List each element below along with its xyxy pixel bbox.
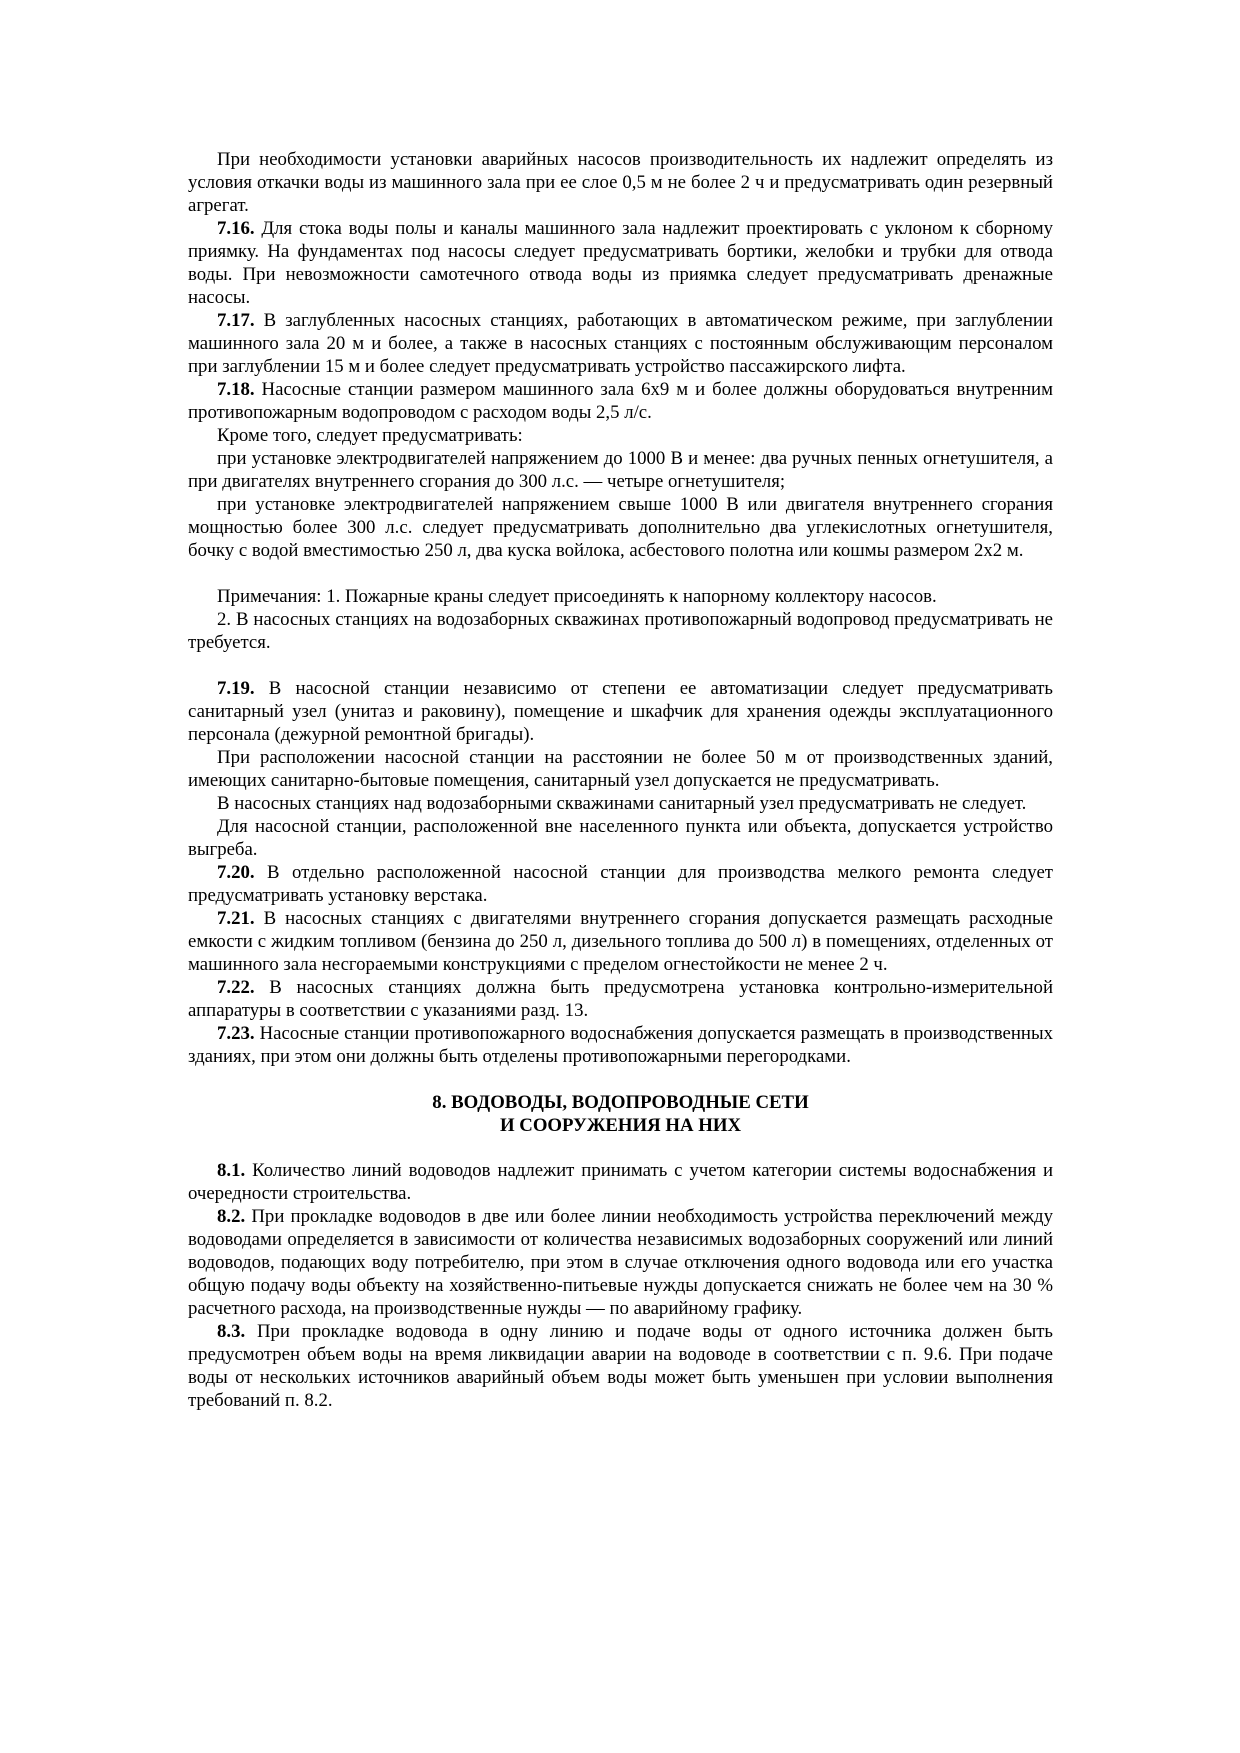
clause-number: 7.16.	[217, 218, 255, 239]
paragraph	[188, 424, 1053, 447]
paragraph	[188, 746, 1053, 792]
clause-number: 7.21.	[217, 908, 255, 929]
paragraph-text: В насосных станциях с двигателями внутреннего сгорания допускается размещать расходные емкости с жидким топливом (бензина до 250 л, дизельного топлива до 500 л) в помещениях, отделенных от машинного зала несгораемыми конструкциями с пределом огнестойкости не менее 2 ч.	[188, 908, 1053, 975]
paragraph	[188, 861, 1053, 907]
clause-number: 7.19.	[217, 678, 255, 699]
paragraph	[188, 309, 1053, 378]
paragraph	[188, 447, 1053, 493]
paragraph-text: Для насосной станции, расположенной вне населенного пункта или объекта, допускается устройство выгреба.	[188, 816, 1053, 860]
paragraph	[188, 677, 1053, 746]
paragraph-text: При прокладке водоводов в две или более линии необходимость устройства переключений между водоводами определяется в зависимости от количества независимых водозаборных сооружений или линий водоводов, подающих воду потребителю, при этом в случае отключения одного водовода или его участка общую подачу воды объекту на хозяйственно-питьевые нужды допускается снижать не более чем на 30 % расчетного расхода, на производственные нужды — по аварийному графику.	[188, 1206, 1053, 1319]
clause-number: 7.17.	[217, 310, 255, 331]
paragraph	[188, 907, 1053, 976]
document-page	[188, 148, 1053, 1412]
clause-number: 8.1.	[217, 1160, 246, 1181]
paragraph	[188, 792, 1053, 815]
paragraph	[188, 976, 1053, 1022]
paragraph	[188, 585, 1053, 608]
paragraph-text: Примечания: 1. Пожарные краны следует присоединять к напорному коллектору насосов.	[217, 586, 937, 607]
section-7-paragraphs	[188, 677, 1053, 1068]
paragraph-text: При прокладке водовода в одну линию и подаче воды от одного источника должен быть предусмотрен объем воды на время ликвидации аварии на водоводе в соответствии с п. 9.6. При подаче воды от нескольких источников аварийный объем воды может быть уменьшен при условии выполнения требований п. 8.2.	[188, 1321, 1053, 1411]
clause-number: 8.2.	[217, 1206, 246, 1227]
paragraph-text: при установке электродвигателей напряжением свыше 1000 В или двигателя внутреннего сгорания мощностью более 300 л.с. следует предусматривать дополнительно два углекислотных огнетушителя, бочку с водой вместимостью 250 л, два куска войлока, асбестового полотна или кошмы размером 2х2 м.	[188, 494, 1053, 561]
section-8-heading-line2: И СООРУЖЕНИЯ НА НИХ	[499, 1115, 742, 1136]
paragraph	[188, 815, 1053, 861]
clause-number: 7.20.	[217, 862, 255, 883]
section-8-heading-line1: 8. ВОДОВОДЫ, ВОДОПРОВОДНЫЕ СЕТИ	[432, 1092, 809, 1113]
paragraph-text: Кроме того, следует предусматривать:	[217, 425, 523, 446]
paragraph	[188, 1022, 1053, 1068]
paragraph-text: В насосных станциях над водозаборными скважинами санитарный узел предусматривать не следует.	[217, 793, 1027, 814]
paragraph-text: В заглубленных насосных станциях, работающих в автоматическом режиме, при заглублении машинного зала 20 м и более, а также в насосных станциях с постоянным обслуживающим персоналом при заглублении 15 м и более следует предусматривать устройство пассажирского лифта.	[188, 310, 1053, 377]
notes-block	[188, 585, 1053, 654]
paragraph	[188, 148, 1053, 217]
paragraph-text: При необходимости установки аварийных насосов производительность их надлежит определять из условия откачки воды из машинного зала при ее слое 0,5 м не более 2 ч и предусматривать один резервный агрегат.	[188, 149, 1053, 216]
paragraph	[188, 378, 1053, 424]
paragraph-text: В отдельно расположенной насосной станции для производства мелкого ремонта следует предусматривать установку верстака.	[188, 862, 1053, 906]
paragraph-text: Насосные станции противопожарного водоснабжения допускается размещать в производственных зданиях, при этом они должны быть отделены противопожарными перегородками.	[188, 1023, 1053, 1067]
paragraph-text: При расположении насосной станции на расстоянии не более 50 м от производственных зданий, имеющих санитарно-бытовые помещения, санитарный узел допускается не предусматривать.	[188, 747, 1053, 791]
paragraph	[188, 1205, 1053, 1320]
paragraph	[188, 217, 1053, 309]
paragraph-text: Насосные станции размером машинного зала 6х9 м и более должны оборудоваться внутренним противопожарным водопроводом с расходом воды 2,5 л/с.	[188, 379, 1053, 423]
clause-number: 7.22.	[217, 977, 255, 998]
section-8-heading	[188, 1091, 1053, 1137]
paragraph	[188, 1320, 1053, 1412]
section-7-continued	[188, 148, 1053, 562]
paragraph	[188, 608, 1053, 654]
paragraph-text: Для стока воды полы и каналы машинного зала надлежит проектировать с уклоном к сборному приямку. На фундаментах под насосы следует предусматривать бортики, желобки и трубки для отвода воды. При невозможности самотечного отвода воды из приямка следует предусматривать дренажные насосы.	[188, 218, 1053, 308]
paragraph-text: 2. В насосных станциях на водозаборных скважинах противопожарный водопровод предусматривать не требуется.	[188, 609, 1053, 653]
paragraph	[188, 1159, 1053, 1205]
paragraph-text: В насосной станции независимо от степени ее автоматизации следует предусматривать санитарный узел (унитаз и раковину), помещение и шкафчик для хранения одежды эксплуатационного персонала (дежурной ремонтной бригады).	[188, 678, 1053, 745]
paragraph	[188, 493, 1053, 562]
paragraph-text: при установке электродвигателей напряжением до 1000 В и менее: два ручных пенных огнетушителя, а при двигателях внутреннего сгорания до 300 л.с. — четыре огнетушителя;	[188, 448, 1053, 492]
clause-number: 7.18.	[217, 379, 255, 400]
paragraph-text: Количество линий водоводов надлежит принимать с учетом категории системы водоснабжения и очередности строительства.	[188, 1160, 1053, 1204]
clause-number: 7.23.	[217, 1023, 255, 1044]
clause-number: 8.3.	[217, 1321, 246, 1342]
paragraph-text: В насосных станциях должна быть предусмотрена установка контрольно-измерительной аппаратуры в соответствии с указаниями разд. 13.	[188, 977, 1053, 1021]
section-8-paragraphs	[188, 1159, 1053, 1412]
